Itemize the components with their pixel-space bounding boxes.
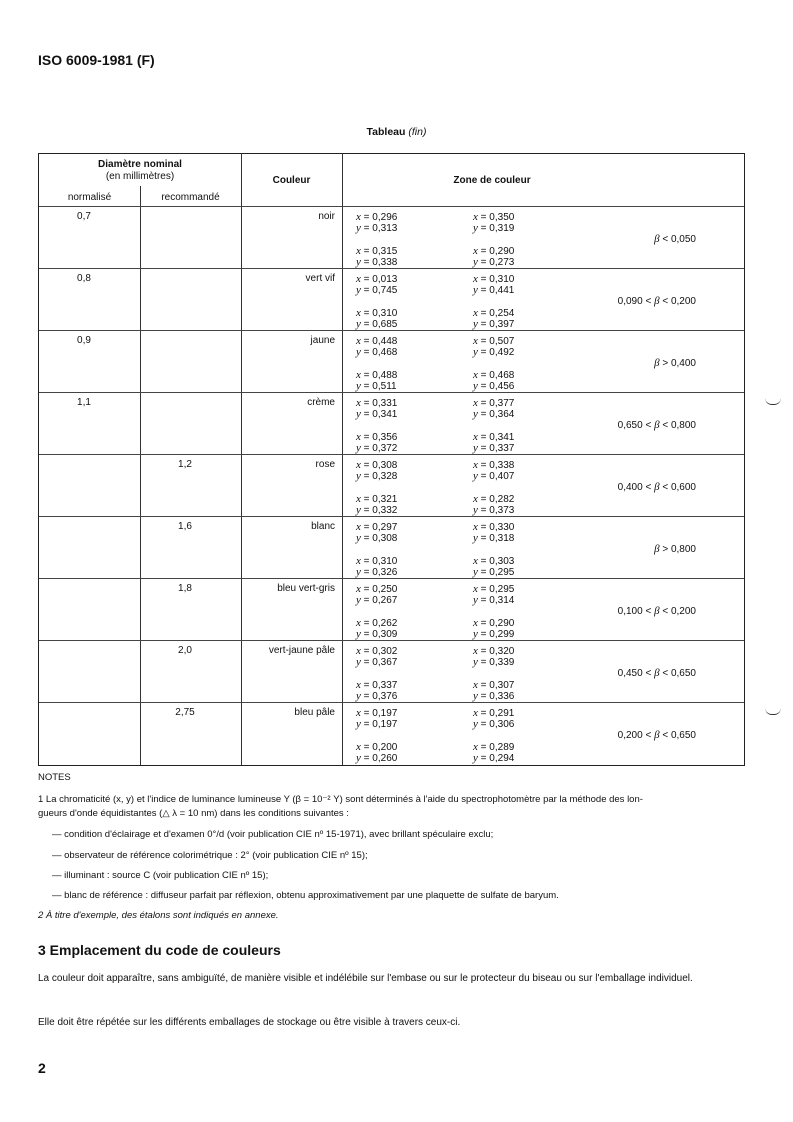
table-row [39, 392, 744, 454]
table-title [0, 126, 793, 138]
coordinate-y: y = 0,745 [356, 284, 398, 296]
coordinate-y: y = 0,397 [473, 318, 515, 330]
coordinate-x: x = 0,262 [356, 617, 398, 629]
cell-couleur: vert vif [305, 273, 335, 284]
table-row [39, 268, 744, 330]
coordinate-x: x = 0,291 [473, 707, 515, 719]
coordinate-x: x = 0,310 [473, 273, 515, 285]
coordinate-x: x = 0,321 [356, 493, 398, 505]
coordinate-y: y = 0,273 [473, 256, 515, 268]
coordinate-x: x = 0,468 [473, 369, 515, 381]
coordinate-x: x = 0,308 [356, 459, 398, 471]
notes-title: NOTES [38, 772, 71, 783]
coordinate-x: x = 0,350 [473, 211, 515, 223]
cell-beta-range: 0,200 < β < 0,650 [617, 729, 696, 741]
cell-recommande: 1,6 [178, 521, 192, 532]
coordinate-y: y = 0,685 [356, 318, 398, 330]
coordinate-y: y = 0,364 [473, 408, 515, 420]
coordinate-y: y = 0,376 [356, 690, 398, 702]
margin-mark [765, 708, 781, 715]
coordinate-y: y = 0,299 [473, 628, 515, 640]
note-bullet: — observateur de référence colorimétrique : 2° (voir publication CIE nº 15); [52, 850, 368, 861]
coordinate-x: x = 0,341 [473, 431, 515, 443]
table-row [39, 702, 744, 764]
cell-recommande: 1,2 [178, 459, 192, 470]
cell-couleur: jaune [310, 335, 335, 346]
coordinate-y: y = 0,407 [473, 470, 515, 482]
note-bullet: — condition d'éclairage et d'examen 0°/d (voir publication CIE nº 15-1971), avec brillant spéculaire exclu; [52, 829, 494, 840]
coordinate-y: y = 0,197 [356, 718, 398, 730]
coordinate-x: x = 0,290 [473, 617, 515, 629]
coordinate-y: y = 0,295 [473, 566, 515, 578]
cell-normalise: 0,8 [77, 273, 91, 284]
coordinate-x: x = 0,302 [356, 645, 398, 657]
coordinate-x: x = 0,320 [473, 645, 515, 657]
cell-beta-range: 0,400 < β < 0,600 [617, 481, 696, 493]
coordinate-x: x = 0,013 [356, 273, 398, 285]
header-diametre: Diamètre nominal [98, 159, 182, 170]
coordinate-y: y = 0,319 [473, 222, 515, 234]
coordinate-x: x = 0,307 [473, 679, 515, 691]
coordinate-x: x = 0,448 [356, 335, 398, 347]
coordinate-x: x = 0,200 [356, 741, 398, 753]
coordinate-x: x = 0,315 [356, 245, 398, 257]
cell-beta-range: 0,650 < β < 0,800 [617, 419, 696, 431]
cell-couleur: blanc [311, 521, 335, 532]
coordinate-y: y = 0,338 [356, 256, 398, 268]
header-normalise: normalisé [67, 192, 112, 203]
coordinate-y: y = 0,336 [473, 690, 515, 702]
cell-normalise: 1,1 [77, 397, 91, 408]
coordinate-x: x = 0,297 [356, 521, 398, 533]
coordinate-y: y = 0,294 [473, 752, 515, 764]
coordinate-y: y = 0,511 [356, 380, 397, 392]
coordinate-x: x = 0,507 [473, 335, 515, 347]
coordinate-y: y = 0,318 [473, 532, 515, 544]
coordinate-y: y = 0,332 [356, 504, 398, 516]
coordinate-x: x = 0,356 [356, 431, 398, 443]
coordinate-y: y = 0,492 [473, 346, 515, 358]
table-row [39, 330, 744, 392]
cell-beta-range: β > 0,800 [654, 543, 696, 555]
cell-couleur: noir [318, 211, 335, 222]
coordinate-x: x = 0,296 [356, 211, 398, 223]
section-paragraph-2: Elle doit être répétée sur les différents emballages de stockage ou être visible à travers ceux-ci. [38, 1017, 461, 1028]
coordinate-y: y = 0,337 [473, 442, 515, 454]
table-row [39, 516, 744, 578]
cell-beta-range: β < 0,050 [654, 233, 696, 245]
coordinate-x: x = 0,282 [473, 493, 515, 505]
coordinate-x: x = 0,197 [356, 707, 398, 719]
coordinate-x: x = 0,338 [473, 459, 515, 471]
coordinate-x: x = 0,303 [473, 555, 515, 567]
coordinate-x: x = 0,289 [473, 741, 515, 753]
coordinate-y: y = 0,313 [356, 222, 398, 234]
cell-recommande: 1,8 [178, 583, 192, 594]
coordinate-y: y = 0,306 [473, 718, 515, 730]
color-zone-table [38, 153, 745, 766]
table-row [39, 640, 744, 702]
coordinate-y: y = 0,326 [356, 566, 398, 578]
coordinate-y: y = 0,328 [356, 470, 398, 482]
header-diametre-unit: (en millimètres) [105, 171, 175, 182]
coordinate-y: y = 0,314 [473, 594, 515, 606]
note-2: 2 À titre d'exemple, des étalons sont indiqués en annexe. [38, 910, 279, 921]
coordinate-y: y = 0,372 [356, 442, 398, 454]
coordinate-y: y = 0,339 [473, 656, 515, 668]
coordinate-y: y = 0,267 [356, 594, 398, 606]
table-row [39, 578, 744, 640]
document-id: ISO 6009-1981 (F) [38, 52, 155, 68]
cell-recommande: 2,75 [175, 707, 195, 718]
cell-couleur: rose [315, 459, 335, 470]
note-bullet: — blanc de référence : diffuseur parfait par réflexion, obtenu approximativement par une plaquette de sulfate de baryum. [52, 890, 559, 901]
section-paragraph-1: La couleur doit apparaître, sans ambiguïté, de manière visible et indélébile sur l'embase ou sur le protecteur du biseau ou sur l'emballage individuel. [38, 973, 693, 984]
coordinate-y: y = 0,468 [356, 346, 398, 358]
note-bullet: — illuminant : source C (voir publication CIE nº 15); [52, 870, 269, 881]
coordinate-y: y = 0,373 [473, 504, 515, 516]
cell-beta-range: 0,100 < β < 0,200 [617, 605, 696, 617]
coordinate-x: x = 0,488 [356, 369, 398, 381]
cell-normalise: 0,9 [77, 335, 91, 346]
cell-couleur: vert-jaune pâle [268, 645, 335, 656]
header-zone: Zone de couleur [453, 175, 531, 186]
coordinate-x: x = 0,310 [356, 555, 398, 567]
coordinate-x: x = 0,331 [356, 397, 398, 409]
table-title-suffix: (fin) [408, 126, 427, 138]
table-title-text: Tableau [366, 126, 406, 138]
note-1-line-1: 1 La chromaticité (x, y) et l'indice de luminance lumineuse Y (β = 10⁻² Y) sont déterminés à l'aide du spectrophotomètre par la méthode des lon- [38, 794, 643, 805]
cell-beta-range: 0,090 < β < 0,200 [617, 295, 696, 307]
cell-couleur: crème [307, 397, 335, 408]
cell-beta-range: β > 0,400 [654, 357, 696, 369]
coordinate-x: x = 0,250 [356, 583, 398, 595]
coordinate-x: x = 0,310 [356, 307, 398, 319]
cell-couleur: bleu pâle [294, 707, 335, 718]
coordinate-y: y = 0,341 [356, 408, 398, 420]
cell-couleur: bleu vert-gris [277, 583, 335, 594]
coordinate-y: y = 0,456 [473, 380, 515, 392]
table-row [39, 206, 744, 268]
coordinate-x: x = 0,337 [356, 679, 398, 691]
coordinate-y: y = 0,367 [356, 656, 398, 668]
coordinate-y: y = 0,308 [356, 532, 398, 544]
margin-mark [765, 398, 781, 405]
coordinate-x: x = 0,377 [473, 397, 515, 409]
coordinate-y: y = 0,309 [356, 628, 398, 640]
coordinate-x: x = 0,290 [473, 245, 515, 257]
cell-normalise: 0,7 [77, 211, 91, 222]
coordinate-x: x = 0,254 [473, 307, 515, 319]
coordinate-x: x = 0,295 [473, 583, 515, 595]
header-recommande: recommandé [161, 192, 220, 203]
note-1-line-2: gueurs d'onde équidistantes (△ λ = 10 nm) dans les conditions suivantes : [38, 808, 349, 819]
page-number: 2 [38, 1060, 46, 1076]
coordinate-x: x = 0,330 [473, 521, 515, 533]
cell-beta-range: 0,450 < β < 0,650 [617, 667, 696, 679]
header-couleur: Couleur [272, 175, 311, 186]
coordinate-y: y = 0,260 [356, 752, 398, 764]
cell-recommande: 2,0 [178, 645, 192, 656]
table-row [39, 454, 744, 516]
section-heading: 3 Emplacement du code de couleurs [38, 942, 281, 958]
coordinate-y: y = 0,441 [473, 284, 515, 296]
